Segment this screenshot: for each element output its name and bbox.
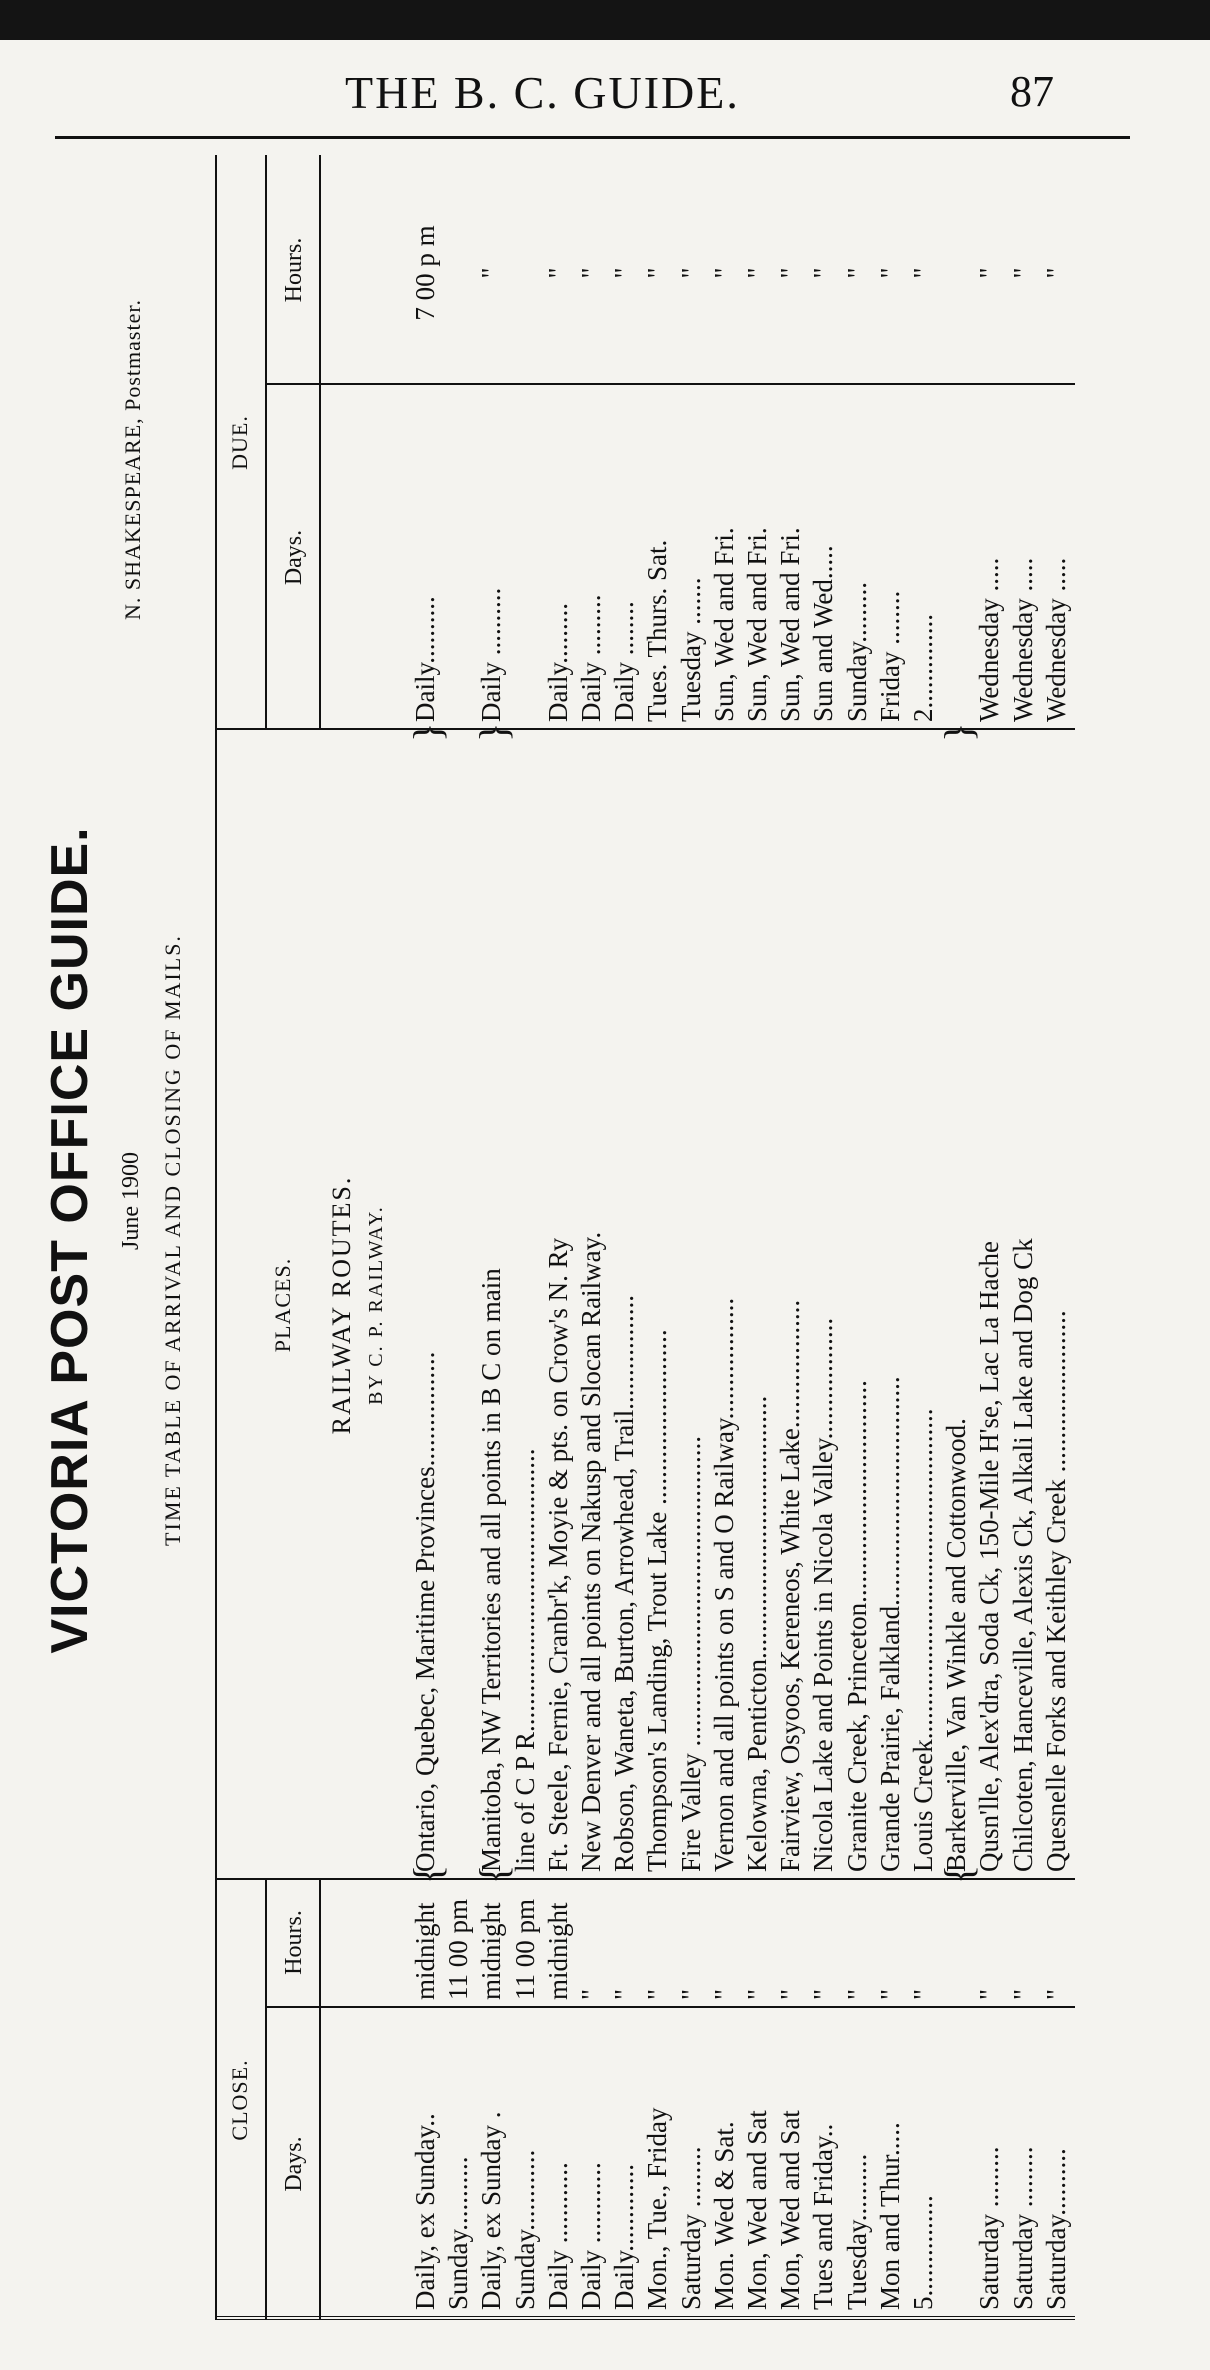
place-cell: Ontario, Quebec, Maritime Provinces................. bbox=[410, 1351, 440, 1872]
table-row bbox=[410, 155, 440, 2320]
place-cell: Nicola Lake and Points in Nicola Valley.................. bbox=[808, 1317, 839, 1872]
due-header-rule bbox=[265, 155, 267, 730]
due-days-cell: Sun and Wed..... bbox=[808, 545, 839, 722]
section-heading: RAILWAY ROUTES. bbox=[327, 1175, 356, 1435]
close-days-cell: Daily, ex Sunday . bbox=[476, 2111, 507, 2310]
close-days-cell: Sunday............ bbox=[509, 2149, 540, 2310]
due-days-cell: 2.............. bbox=[908, 614, 938, 722]
due-hours-cell: " bbox=[476, 267, 507, 279]
place-cell: Manitoba, NW Territories and all points in B C on main bbox=[476, 1268, 507, 1872]
due-hours-cell: " bbox=[542, 267, 573, 279]
place-cell: Louis Creek................................................. bbox=[908, 1408, 938, 1872]
close-days-cell: Daily............. bbox=[609, 2164, 640, 2310]
close-days-cell: Saturday ......... bbox=[675, 2146, 706, 2310]
due-days-cell: Daily......... bbox=[542, 603, 573, 722]
table-row bbox=[476, 155, 506, 2320]
place-cell: Fire Valley .............................................. bbox=[675, 1436, 706, 1872]
place-cell: line of C P R.......................................... bbox=[509, 1448, 540, 1872]
document-subtitle: TIME TABLE OF ARRIVAL AND CLOSING OF MAILS. bbox=[160, 934, 185, 1546]
due-days-cell: Daily ......... bbox=[576, 594, 606, 722]
table-row bbox=[510, 155, 540, 2320]
due-days-cell: Sun, Wed and Fri. bbox=[742, 527, 772, 722]
due-hours-cell: " bbox=[742, 267, 772, 279]
close-days-cell: Sunday........... bbox=[443, 2156, 474, 2310]
due-subheader-rule bbox=[319, 155, 321, 730]
places-header: PLACES. bbox=[270, 1257, 295, 1353]
mail-timetable bbox=[215, 155, 1075, 2320]
close-hours-header: Hours. bbox=[281, 1910, 307, 1975]
close-days-cell: Mon and Thur..... bbox=[874, 2122, 905, 2310]
table-row bbox=[642, 155, 672, 2320]
due-days-cell: Wednesday ..... bbox=[974, 557, 1005, 722]
document-date: June 1900 bbox=[118, 1152, 144, 1250]
table-row bbox=[908, 155, 938, 2320]
close-days-cell: Mon. Wed & Sat. bbox=[708, 2121, 739, 2310]
due-hours-cell: " bbox=[1040, 267, 1071, 279]
place-cell: Qusn'lle, Alex'dra, Soda Ck, 150-Mile H'se, Lac La Hache bbox=[974, 1241, 1005, 1872]
top-dark-band bbox=[0, 0, 1210, 40]
close-subheader-rule bbox=[319, 1880, 321, 2320]
place-cell: Barkerville, Van Winkle and Cottonwood. bbox=[941, 1418, 972, 1872]
due-hours-header: Hours. bbox=[281, 237, 307, 303]
table-row bbox=[443, 155, 473, 2320]
close-days-cell: Daily ............ bbox=[542, 2162, 573, 2310]
due-hours-cell: " bbox=[808, 267, 839, 279]
close-hours-cell: " bbox=[841, 1988, 872, 2000]
due-days-cell: Daily.......... bbox=[410, 596, 440, 722]
close-days-cell: Saturday ......... bbox=[1007, 2146, 1038, 2310]
table-row bbox=[742, 155, 772, 2320]
close-hours-cell: " bbox=[675, 1988, 706, 2000]
close-days-cell: Mon, Wed and Sat bbox=[742, 2110, 772, 2310]
due-hours-cell: " bbox=[609, 267, 640, 279]
table-row bbox=[1041, 155, 1071, 2320]
close-header-rule bbox=[265, 1880, 267, 2320]
due-days-cell: Tues. Thurs. Sat. bbox=[642, 539, 673, 722]
table-row bbox=[974, 155, 1004, 2320]
table-row bbox=[709, 155, 739, 2320]
table-row bbox=[842, 155, 872, 2320]
close-header: CLOSE. bbox=[227, 2059, 252, 2141]
table-row bbox=[1008, 155, 1038, 2320]
rotated-timetable bbox=[40, 150, 1080, 2330]
postmaster-credit: N. SHAKESPEARE, Postmaster. bbox=[120, 299, 145, 620]
due-days-cell: Sun, Wed and Fri. bbox=[775, 527, 806, 722]
close-days-header: Days. bbox=[281, 2136, 307, 2192]
brace-mark: { bbox=[936, 1864, 982, 1884]
brace-mark: { bbox=[471, 1864, 517, 1884]
table-row bbox=[941, 155, 971, 2320]
close-days-cell: Tues and Friday.. bbox=[808, 2123, 839, 2310]
place-cell: New Denver and all points on Nakusp and Slocan Railway. bbox=[576, 1231, 606, 1872]
place-cell: Fairview, Osyoos, Kereneos, White Lake................... bbox=[775, 1299, 806, 1872]
page-number: 87 bbox=[1010, 67, 1054, 116]
close-hours-cell: " bbox=[874, 1988, 905, 2000]
header-rule bbox=[55, 136, 1130, 139]
due-hours-cell: " bbox=[908, 267, 938, 279]
due-days-cell: Tuesday ....... bbox=[675, 577, 706, 722]
close-hours-cell: " bbox=[1007, 1988, 1038, 2000]
due-days-cell: Wednesday ..... bbox=[1040, 557, 1071, 722]
close-hours-cell: " bbox=[908, 1988, 938, 2000]
due-hours-cell: " bbox=[974, 267, 1005, 279]
close-days-cell: Saturday ......... bbox=[974, 2146, 1005, 2310]
place-cell: Robson, Waneta, Burton, Arrowhead, Trail................. bbox=[609, 1294, 640, 1872]
brace-mark: } bbox=[405, 722, 450, 742]
document-title: VICTORIA POST OFFICE GUIDE. bbox=[41, 826, 99, 1654]
due-days-cell: Friday ........ bbox=[874, 590, 905, 722]
table-row bbox=[775, 155, 805, 2320]
table-row bbox=[676, 155, 706, 2320]
close-hours-cell: " bbox=[642, 1988, 673, 2000]
place-cell: Chilcoten, Hanceville, Alexis Ck, Alkali Lake and Dog Ck bbox=[1007, 1238, 1038, 1872]
close-days-cell: Daily, ex Sunday.. bbox=[410, 2113, 440, 2310]
brace-mark: } bbox=[471, 722, 517, 742]
due-days-cell: Wednesday ..... bbox=[1007, 557, 1038, 722]
close-days-cell: Mon, Wed and Sat bbox=[775, 2110, 806, 2310]
close-hours-cell: midnight bbox=[410, 1902, 440, 2000]
close-hours-cell: midnight bbox=[542, 1902, 573, 2000]
close-hours-cell: 11 00 pm bbox=[509, 1899, 540, 2000]
close-hours-cell: " bbox=[1040, 1988, 1071, 2000]
table-row bbox=[875, 155, 905, 2320]
document-heading bbox=[40, 150, 220, 2330]
close-hours-cell: " bbox=[742, 1988, 772, 2000]
due-days-header: Days. bbox=[281, 529, 307, 586]
due-hours-cell: " bbox=[708, 267, 739, 279]
subsection-heading: BY C. P. RAILWAY. bbox=[365, 1205, 387, 1405]
close-hours-cell: " bbox=[974, 1988, 1005, 2000]
due-days-cell: Daily .......... bbox=[476, 587, 507, 722]
place-cell: Thompson's Landing, Trout Lake .......................... bbox=[642, 1329, 673, 1872]
close-days-cell: Tuesday.......... bbox=[841, 2153, 872, 2310]
due-hours-cell: " bbox=[1007, 267, 1038, 279]
table-row bbox=[543, 155, 573, 2320]
due-hours-cell: " bbox=[841, 267, 872, 279]
table-row bbox=[576, 155, 606, 2320]
close-hours-cell: " bbox=[775, 1988, 806, 2000]
place-cell: Quesnelle Forks and Keithley Creek ........................ bbox=[1040, 1310, 1071, 1872]
close-days-cell: 5............... bbox=[908, 2195, 938, 2310]
brace-mark: { bbox=[405, 1864, 450, 1884]
place-cell: Ft. Steele, Fernie, Cranbr'k, Moyie & pts. on Crow's N. Ry bbox=[542, 1237, 573, 1872]
table-top-rule bbox=[215, 155, 217, 2320]
due-days-cell: Sun, Wed and Fri. bbox=[708, 527, 739, 722]
close-days-cell: Daily ............ bbox=[576, 2162, 606, 2310]
place-cell: Vernon and all points on S and O Railway.................. bbox=[708, 1297, 739, 1872]
due-header: DUE. bbox=[227, 415, 252, 470]
page-header bbox=[55, 50, 1130, 140]
table-row bbox=[609, 155, 639, 2320]
close-days-cell: Mon., Tue., Friday bbox=[642, 2107, 673, 2310]
close-days-cell: Saturday.......... bbox=[1040, 2148, 1071, 2310]
close-hours-cell: " bbox=[808, 1988, 839, 2000]
brace-mark: } bbox=[936, 722, 982, 742]
close-hours-cell: " bbox=[708, 1988, 739, 2000]
due-hours-cell: " bbox=[642, 267, 673, 279]
table-row bbox=[808, 155, 838, 2320]
due-hours-cell: " bbox=[874, 267, 905, 279]
close-hours-cell: 11 00 pm bbox=[443, 1899, 474, 2000]
due-hours-cell: 7 00 p m bbox=[410, 225, 440, 321]
close-hours-cell: " bbox=[576, 1988, 606, 2000]
due-hours-cell: " bbox=[775, 267, 806, 279]
due-days-cell: Sunday......... bbox=[841, 582, 872, 722]
due-hours-cell: " bbox=[675, 267, 706, 279]
place-cell: Kelowna, Penticton....................................... bbox=[742, 1395, 772, 1872]
close-hours-cell: midnight bbox=[476, 1902, 507, 2000]
place-cell: Granite Creek, Princeton................................. bbox=[841, 1380, 872, 1872]
running-title: THE B. C. GUIDE. bbox=[345, 67, 740, 118]
due-days-cell: Daily ........ bbox=[609, 601, 640, 722]
due-hours-cell: " bbox=[576, 267, 606, 279]
place-cell: Grande Prairie, Falkland.................................. bbox=[874, 1376, 905, 1872]
close-hours-cell: " bbox=[609, 1988, 640, 2000]
